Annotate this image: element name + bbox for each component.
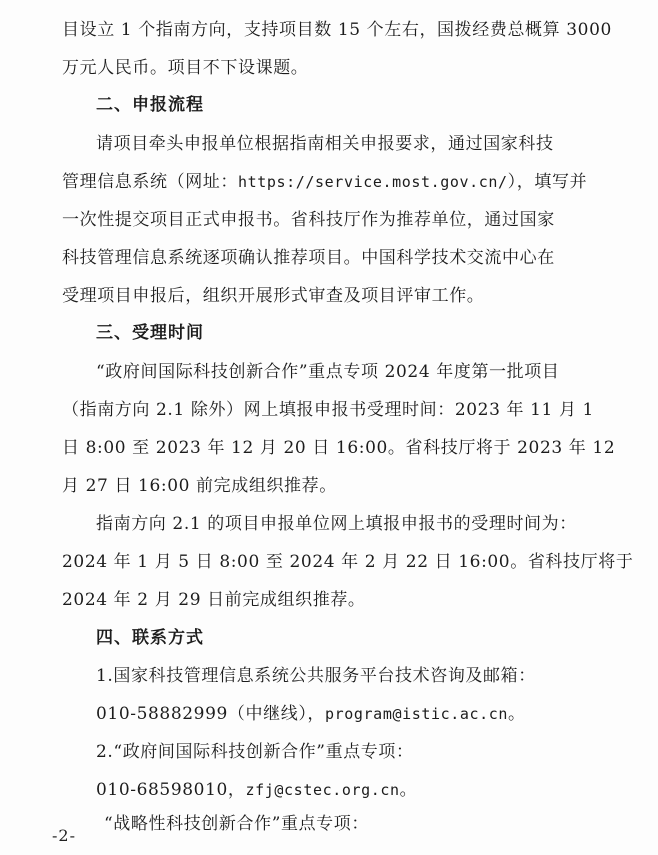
- paragraph-line: 2024 年 2 月 29 日前完成组织推荐。: [62, 590, 366, 610]
- paragraph-line: [62, 171, 602, 193]
- contact-line: [96, 779, 636, 801]
- paragraph-line: 月 27 日 16:00 前完成组织推荐。: [62, 476, 337, 496]
- paragraph-line: 日 8:00 至 2023 年 12 月 20 日 16:00。省科技厅将于 2023 年 12: [62, 438, 616, 458]
- phone-number: 010-68598010，: [96, 780, 246, 800]
- website-url: https://service.most.gov.cn/: [238, 173, 508, 191]
- contact-line: [96, 703, 636, 725]
- phone-number: 010-58882999（中继线），: [96, 704, 326, 724]
- paragraph-line: 受理项目申报后，组织开展形式审查及项目评审工作。: [62, 286, 485, 306]
- paragraph-line: 一次性提交项目正式申报书。省科技厅作为推荐单位，通过国家: [62, 210, 555, 230]
- contact-label: 1.国家科技管理信息系统公共服务平台技术咨询及邮箱：: [96, 666, 536, 686]
- paragraph-line: （指南方向 2.1 除外）网上填报申报书受理时间：2023 年 11 月 1: [62, 400, 594, 420]
- paragraph-line: “政府间国际科技创新合作”重点专项 2024 年度第一批项目: [96, 362, 560, 382]
- section-heading: 二、申报流程: [96, 95, 204, 115]
- paragraph-line: 请项目牵头申报单位根据指南相关申报要求，通过国家科技: [96, 134, 554, 154]
- paragraph-line: 万元人民币。项目不下设课题。: [62, 58, 309, 78]
- contact-label: 2.“政府间国际科技创新合作”重点专项：: [96, 742, 414, 762]
- section-heading: 四、联系方式: [96, 628, 204, 648]
- paragraph-line: 科技管理信息系统逐项确认推荐项目。中国科学技术交流中心在: [62, 248, 555, 268]
- email-address: zfj@cstec.org.cn: [245, 781, 400, 799]
- paragraph-line: 目设立 1 个指南方向，支持项目数 15 个左右，国拨经费总概算 3000: [62, 20, 612, 40]
- section-heading: 三、受理时间: [96, 323, 204, 343]
- text-segment: 。: [508, 704, 526, 724]
- text-segment: 。: [399, 780, 418, 800]
- email-address: program@istic.ac.cn: [325, 705, 509, 723]
- paragraph-line: 2024 年 1 月 5 日 8:00 至 2024 年 2 月 22 日 16:00。省科技厅将于: [62, 552, 634, 572]
- text-segment: 管理信息系统（网址：: [62, 172, 238, 192]
- page-number: -2-: [52, 826, 76, 845]
- text-segment: ），填写并: [507, 172, 588, 192]
- paragraph-line: 指南方向 2.1 的项目申报单位网上填报申报书的受理时间为：: [96, 514, 577, 534]
- contact-label: “战略性科技创新合作”重点专项：: [104, 814, 369, 834]
